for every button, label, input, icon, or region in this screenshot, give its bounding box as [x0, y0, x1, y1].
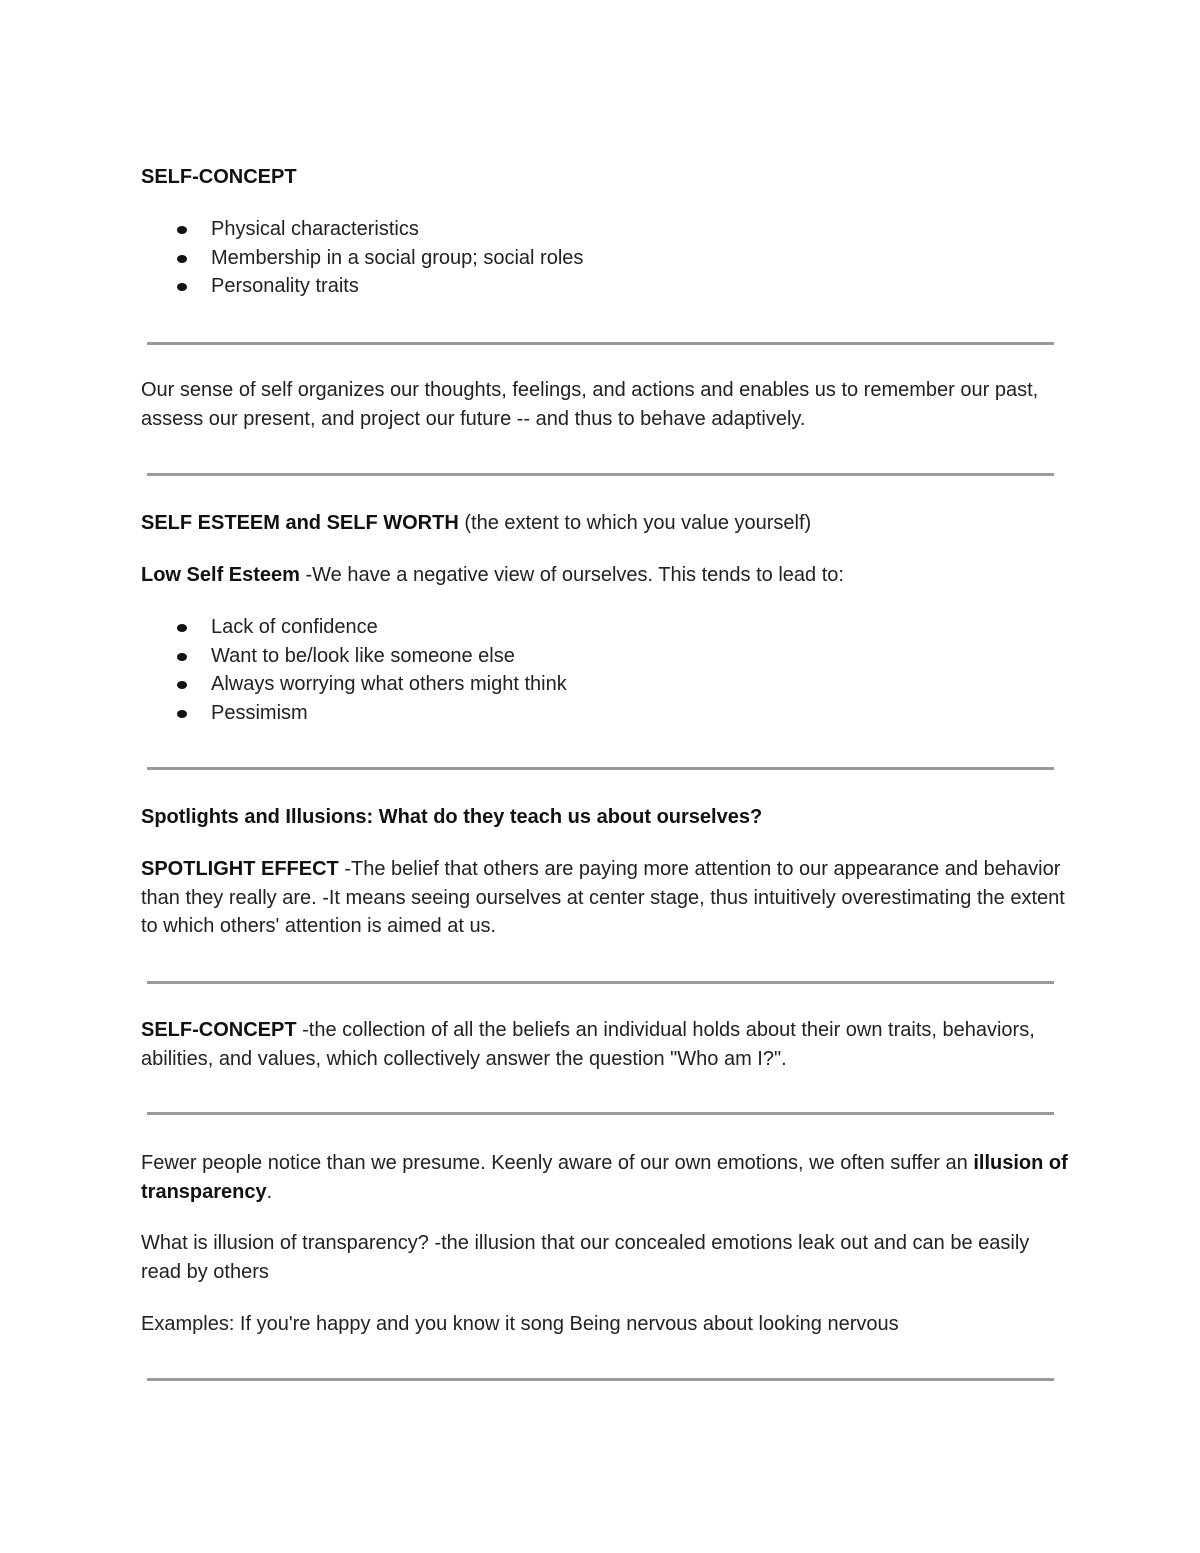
paragraph-fewer-people: Fewer people notice than we presume. Keenly aware of our own emotions, we often suffer an illusion of transparency. — [141, 1152, 1068, 1203]
self-concept-definition: SELF-CONCEPT -the collection of all the beliefs an individual holds about their own traits, behaviors, abilities, and values, which collectively answer the question "Who am I?". — [141, 1019, 1035, 1070]
section-heading-self-concept: SELF-CONCEPT — [141, 166, 297, 188]
list-item: Want to be/look like someone else — [141, 642, 567, 671]
list-item: Lack of confidence — [141, 613, 567, 642]
horizontal-divider — [147, 342, 1054, 345]
section-heading-self-esteem: SELF ESTEEM and SELF WORTH (the extent to which you value yourself) — [141, 512, 812, 534]
bullet-list-low-self-esteem — [141, 613, 567, 727]
horizontal-divider — [147, 981, 1054, 984]
low-self-esteem-line: Low Self Esteem -We have a negative view of ourselves. This tends to lead to: — [141, 564, 844, 586]
list-item: Always worrying what others might think — [141, 670, 567, 699]
list-item: Pessimism — [141, 699, 567, 728]
bullet-icon — [177, 710, 187, 718]
list-item: Personality traits — [141, 272, 583, 301]
bullet-icon — [177, 283, 187, 291]
bullet-icon — [177, 255, 187, 263]
spotlight-effect-definition: SPOTLIGHT EFFECT -The belief that others are paying more attention to our appearance and behavior than they really are. -It means seeing ourselves at center stage, thus intuitively overestimating the extent to which others' attention is aimed at us. — [141, 858, 1065, 937]
horizontal-divider — [147, 1378, 1054, 1381]
paragraph-illusion-definition: What is illusion of transparency? -the illusion that our concealed emotions leak out and can be easily read by others — [141, 1232, 1030, 1283]
paragraph-sense-of-self: Our sense of self organizes our thoughts, feelings, and actions and enables us to remember our past, assess our present, and project our future -- and thus to behave adaptively. — [141, 379, 1039, 430]
list-item: Physical characteristics — [141, 215, 583, 244]
bullet-icon — [177, 653, 187, 661]
bullet-icon — [177, 226, 187, 234]
paragraph-examples: Examples: If you're happy and you know it song Being nervous about looking nervous — [141, 1313, 899, 1335]
bullet-icon — [177, 624, 187, 632]
horizontal-divider — [147, 1112, 1054, 1115]
bullet-list-self-concept — [141, 215, 583, 301]
horizontal-divider — [147, 767, 1054, 770]
section-heading-spotlights: Spotlights and Illusions: What do they teach us about ourselves? — [141, 806, 763, 828]
bullet-icon — [177, 681, 187, 689]
horizontal-divider — [147, 473, 1054, 476]
list-item: Membership in a social group; social roles — [141, 244, 583, 273]
